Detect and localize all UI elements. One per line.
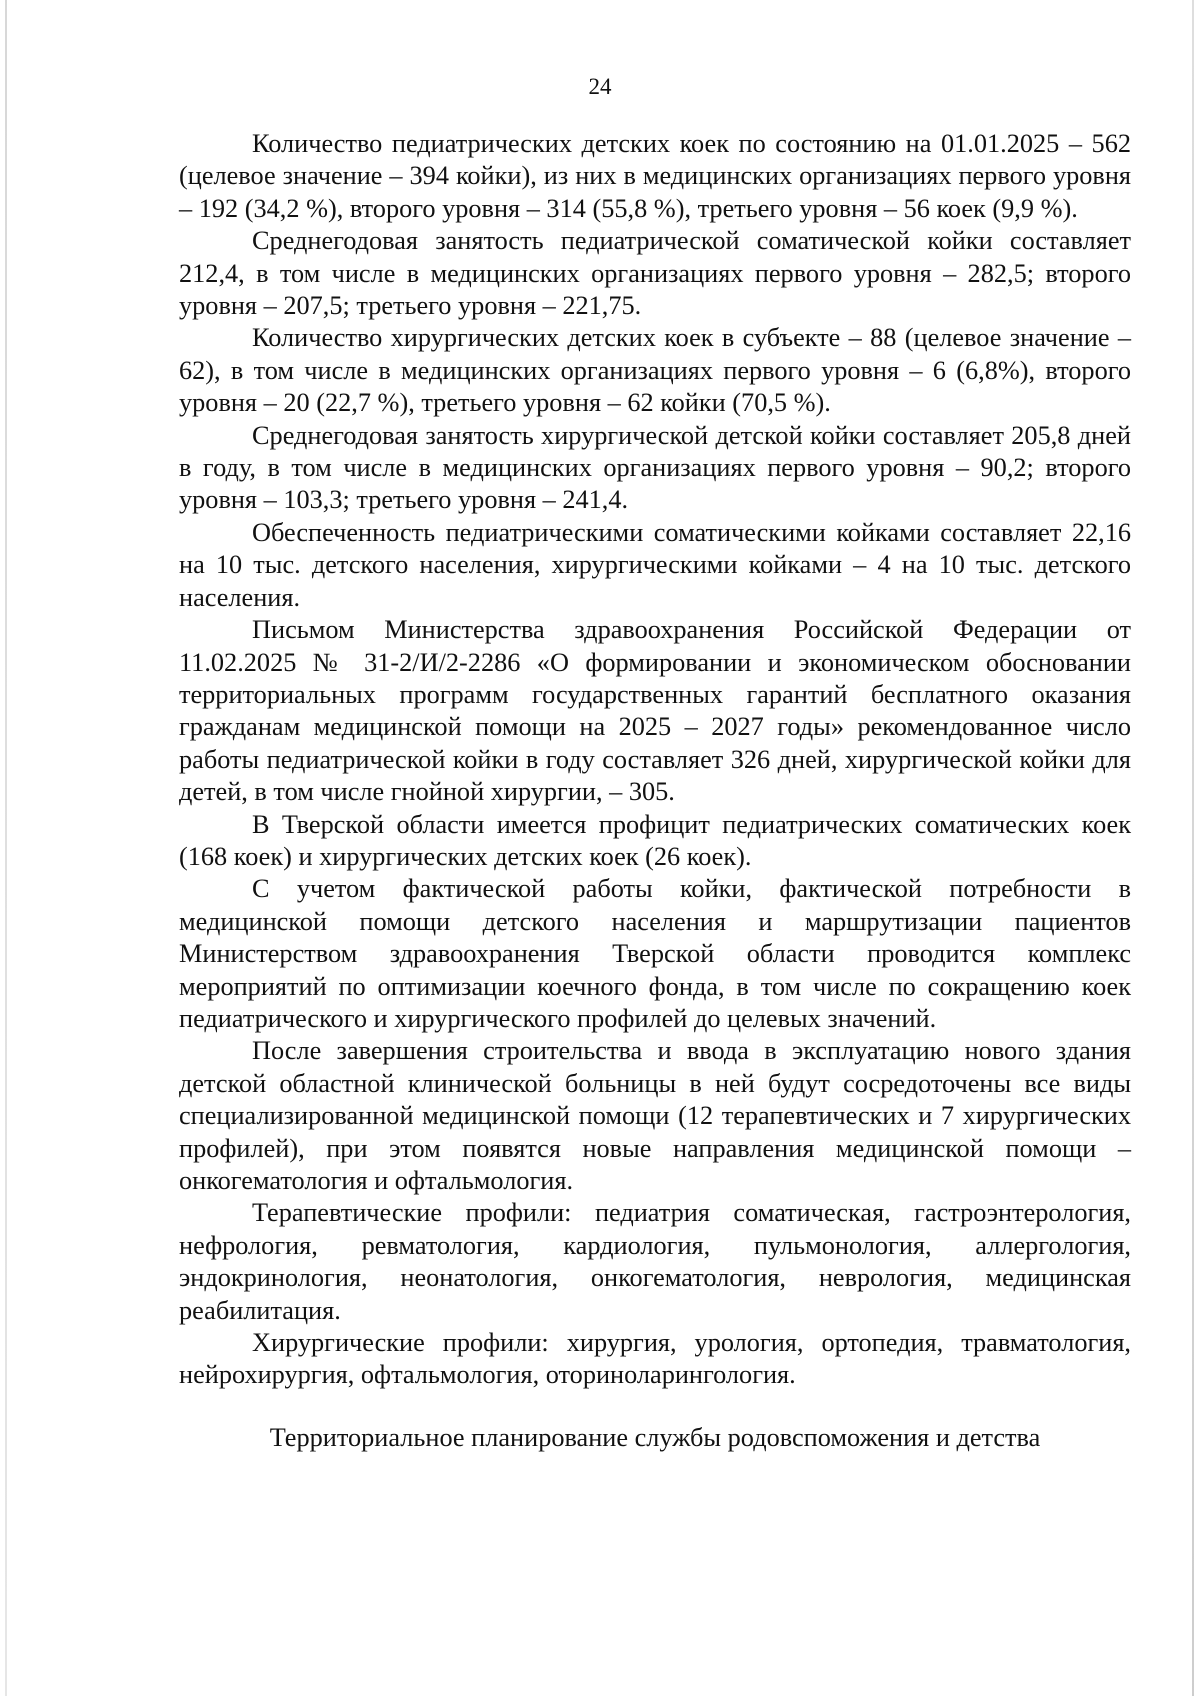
paragraph-optimization-measures: С учетом фактической работы койки, фактической потребности в медицинской помощи детского населения и маршрутизации пациентов Министерством здравоохранения Тверской области проводится комплекс мероприятий по оптимизации коечного фонда, в том числе по сокращению коек педиатрического и хирургического профилей до целевых значений. <box>179 874 1131 1033</box>
paragraph-pediatric-beds-count: Количество педиатрических детских коек по состоянию на 01.01.2025 – 562 (целевое значение – 394 койки), из них в медицинских организациях первого уровня – 192 (34,2 %), второго уровня – 314 (55,8 %), третьего уровня – 56 коек (9,9 %). <box>179 129 1131 223</box>
paragraph-pediatric-bed-occupancy: Среднегодовая занятость педиатрической соматической койки составляет 212,4, в том числе в медицинских организациях первого уровня – 282,5; второго уровня – 207,5; третьего уровня – 221,75. <box>179 226 1131 321</box>
paragraph-bed-surplus: В Тверской области имеется профицит педиатрических соматических коек (168 коек) и хирургических детских коек (26 коек). <box>179 809 1131 871</box>
paragraph-therapeutic-profiles: Терапевтические профили: педиатрия соматическая, гастроэнтерология, нефрология, ревматология, кардиология, пульмонология, аллергология, эндокринология, неонатология, онкогематология, неврология, медицинская реабилитация. <box>179 1198 1131 1325</box>
paragraph-ministry-letter: Письмом Министерства здравоохранения Российской Федерации от 11.02.2025 № 31-2/И/2-2286 «О формировании и экономическом обосновании территориальных программ государственных гарантий бесплатного оказания гражданам медицинской помощи на 2025 – 2027 годы» рекомендованное число работы педиатрической койки в году составляет 326 дней, хирургической койки для детей, в том числе гнойной хирургии, – 305. <box>179 615 1131 807</box>
page-number: 24 <box>588 74 612 99</box>
scan-edge-left <box>5 0 7 1696</box>
scan-edge-right <box>1192 0 1194 1696</box>
paragraph-surgical-profiles: Хирургические профили: хирургия, урология, ортопедия, травматология, нейрохирургия, офтальмология, оториноларингология. <box>179 1328 1131 1390</box>
paragraph-bed-provision: Обеспеченность педиатрическими соматическими койками составляет 22,16 на 10 тыс. детского населения, хирургическими койками – 4 на 10 тыс. детского населения. <box>179 517 1131 612</box>
paragraph-new-hospital-building: После завершения строительства и ввода в эксплуатацию нового здания детской областной клинической больницы в ней будут сосредоточены все виды специализированной медицинской помощи (12 терапевтических и 7 хирургических профилей), при этом появятся новые направления медицинской помощи – онкогематология и офтальмология. <box>179 1036 1131 1195</box>
paragraph-surgical-bed-occupancy: Среднегодовая занятость хирургической детской койки составляет 205,8 дней в году, в том числе в медицинских организациях первого уровня – 90,2; второго уровня – 103,3; третьего уровня – 241,4. <box>179 420 1131 515</box>
paragraph-surgical-beds-count: Количество хирургических детских коек в субъекте – 88 (целевое значение – 62), в том числе в медицинских организациях первого уровня – 6 (6,8%), второго уровня – 20 (22,7 %), третьего уровня – 62 койки (70,5 %). <box>179 323 1131 418</box>
document-body <box>179 128 1131 1454</box>
section-heading: Территориальное планирование службы родовспоможения и детства <box>269 1422 1041 1452</box>
